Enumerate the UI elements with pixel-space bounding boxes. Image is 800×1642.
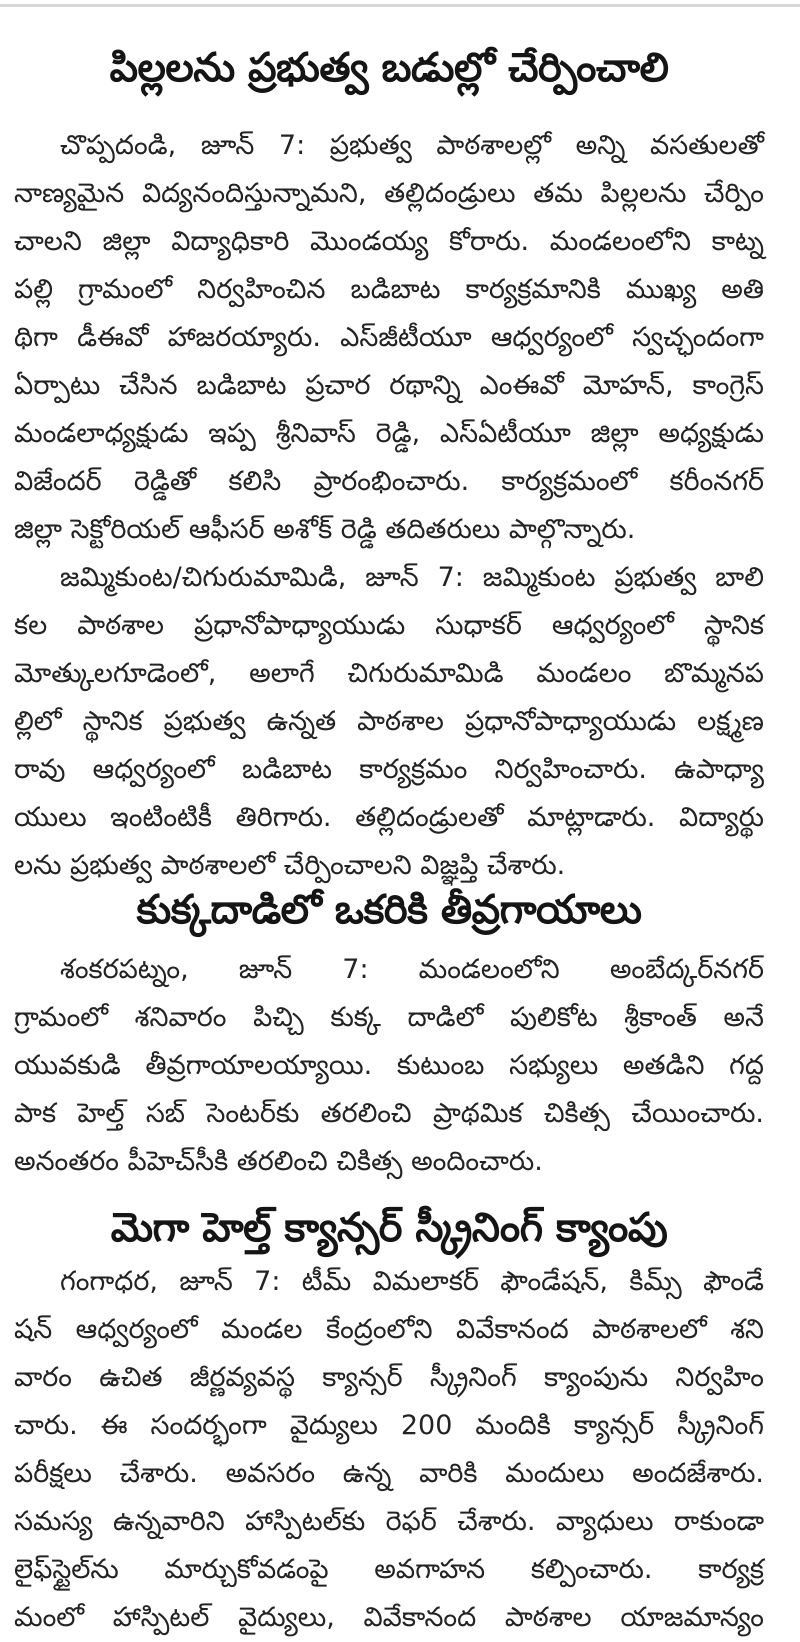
- article-1-body: [14, 122, 764, 890]
- body-line: చారు. ఈ సందర్భంగా వైద్యులు 200 మందికి క్యాన్సర్ స్క్రీనింగ్: [14, 1410, 764, 1441]
- body-line: అనంతరం పీహెచ్‌సీకి తరలించి చికిత్స అందించారు.: [14, 1146, 543, 1177]
- article-2-body: [14, 946, 764, 1186]
- article-2: [0, 878, 800, 1186]
- body-line: ల్లిలో స్థానిక ప్రభుత్వ ఉన్నత పాఠశాల ప్రధానోపాధ్యాయుడు లక్ష్మణ: [14, 706, 764, 737]
- article-2-headline: కుక్కదాడిలో ఒకరికి తీవ్రగాయాలు: [136, 887, 642, 933]
- article-1-headline: పిల్లలను ప్రభుత్వ బడుల్లో చేర్పించాలి: [109, 45, 669, 91]
- body-line: లను ప్రభుత్వ పాఠశాలలో చేర్పించాలని విజ్ఞప్తి చేశారు.: [14, 850, 566, 881]
- body-line: యులు ఇంటింటికీ తిరిగారు. తల్లిదండ్రులతో మాట్లాడారు. విద్యార్థు: [14, 802, 764, 833]
- body-line: మంలో హాస్పిటల్ వైద్యులు, వివేకానంద పాఠశాల యాజమాన్యం: [14, 1602, 764, 1633]
- body-line: పల్లి గ్రామంలో నిర్వహించిన బడిబాట కార్యక్రమానికి ముఖ్య అతి: [14, 274, 764, 305]
- body-line: గ్రామంలో శనివారం పిచ్చి కుక్క దాడిలో పులికోట శ్రీకాంత్ అనే: [14, 1002, 764, 1033]
- body-line: లైఫ్‌స్టైల్‌ను మార్చుకోవడంపై అవగాహన కల్పించారు. కార్యక్ర: [14, 1554, 764, 1585]
- body-line: నాణ్యమైన విద్యనందిస్తున్నామని, తల్లిదండ్రులు తమ పిల్లలను చేర్పిం: [14, 178, 764, 209]
- article-3-headline: మెగా హెల్త్ క్యాన్సర్ స్క్రీనింగ్ క్యాంపు: [110, 1205, 668, 1251]
- body-line: సమస్య ఉన్నవారిని హాస్పిటల్‌కు రెఫర్ చేశారు. వ్యాధులు రాకుండా: [14, 1506, 764, 1537]
- body-line: పాక హెల్త్ సబ్ సెంటర్‌కు తరలించి ప్రాథమిక చికిత్స చేయించారు.: [14, 1098, 764, 1129]
- body-line: విజేందర్ రెడ్డితో కలిసి ప్రారంభించారు. కార్యక్రమంలో కరీంనగర్: [14, 466, 764, 497]
- top-border: [0, 4, 800, 7]
- article-1: [0, 36, 800, 890]
- body-line: చాలని జిల్లా విద్యాధికారి మొండయ్య కోరారు. మండలంలోని కాట్న: [14, 226, 764, 257]
- body-line: మండలాధ్యక్షుడు ఇప్ప శ్రీనివాస్ రెడ్డి, ఎస్‌ఏటీయూ జిల్లా అధ్యక్షుడు: [14, 418, 764, 449]
- body-line: జమ్మికుంట/చిగురుమామిడి, జూన్ 7: జమ్మికుంట ప్రభుత్వ బాలి: [60, 562, 764, 593]
- body-line: యువకుడి తీవ్రగాయాలయ్యాయి. కుటుంబ సభ్యులు అతడిని గద్ద: [14, 1050, 764, 1081]
- body-line: షన్ ఆధ్వర్యంలో మండల కేంద్రంలోని వివేకానంద పాఠశాలలో శని: [14, 1314, 764, 1345]
- body-line: థిగా డీఈవో హాజరయ్యారు. ఎస్‌జీటీయూ ఆధ్వర్యంలో స్వచ్ఛందంగా: [14, 322, 764, 353]
- body-line: ఏర్పాటు చేసిన బడిబాట ప్రచార రథాన్ని ఎంఈవో మోహన్, కాంగ్రెస్: [14, 370, 764, 401]
- body-line: పరీక్షలు చేశారు. అవసరం ఉన్న వారికి మందులు అందజేశారు.: [14, 1458, 764, 1489]
- body-line: కల పాఠశాల ప్రధానోపాధ్యాయుడు సుధాకర్ ఆధ్వర్యంలో స్థానిక: [14, 610, 764, 641]
- body-line: గంగాధర, జూన్ 7: టీమ్ విమలాకర్ ఫౌండేషన్, కిమ్స్ ఫౌండే: [60, 1266, 764, 1297]
- body-line: మోత్కులగూడెంలో, అలాగే చిగురుమామిడి మండలం బొమ్మనప: [14, 658, 764, 689]
- article-3: [0, 1196, 800, 1642]
- body-line: రావు ఆధ్వర్యంలో బడిబాట కార్యక్రమం నిర్వహించారు. ఉపాధ్యా: [14, 754, 764, 785]
- article-3-body: [14, 1258, 764, 1642]
- body-line: జిల్లా సెక్టోరియల్ ఆఫీసర్ అశోక్ రెడ్డి తదితరులు పాల్గొన్నారు.: [14, 514, 636, 545]
- body-line: చొప్పదండి, జూన్ 7: ప్రభుత్వ పాఠశాలల్లో అన్ని వసతులతో: [60, 130, 764, 161]
- body-line: వారం ఉచిత జీర్ణవ్యవస్థ క్యాన్సర్ స్క్రీనింగ్ క్యాంపును నిర్వహిం: [14, 1362, 764, 1393]
- body-line: శంకరపట్నం, జూన్ 7: మండలంలోని అంబేద్కర్‌నగర్: [60, 954, 764, 985]
